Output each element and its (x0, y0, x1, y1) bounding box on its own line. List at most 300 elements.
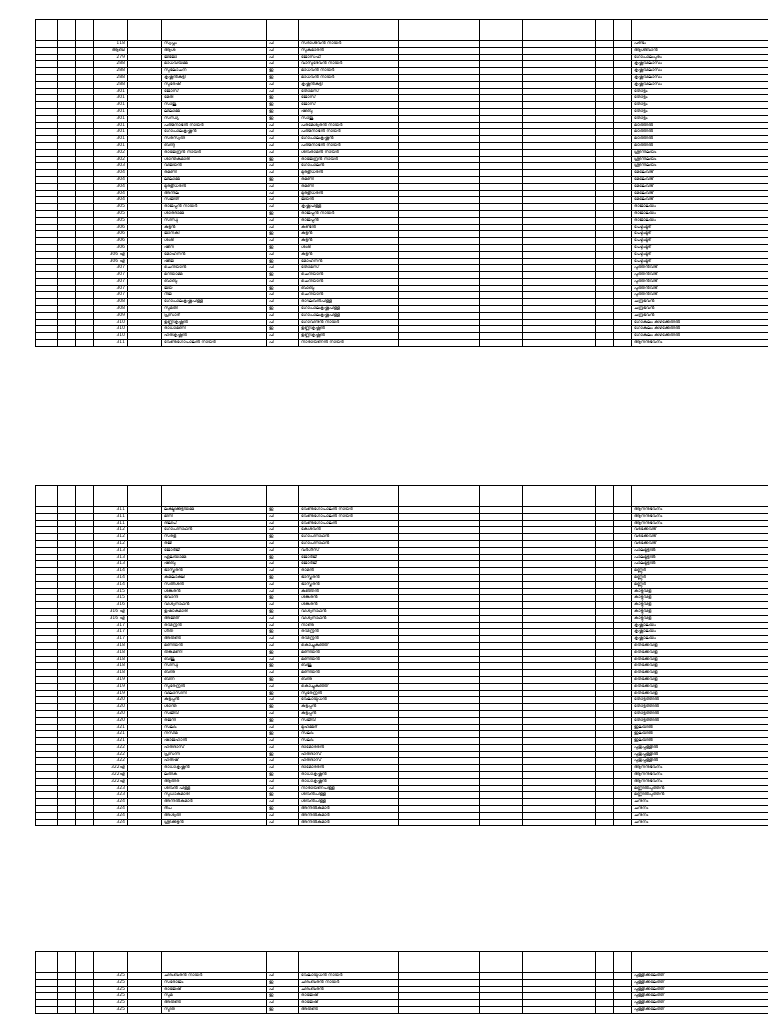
relation-cell: പി (267, 812, 299, 819)
empty-cell (399, 1006, 480, 1013)
empty-cell (523, 210, 596, 217)
table-row (36, 278, 768, 285)
empty-cell (596, 1006, 614, 1013)
empty-cell (128, 595, 162, 602)
guardian-cell: ഗോപിനാഥന്‍ (299, 540, 399, 547)
empty-cell (480, 217, 523, 224)
relation-cell: പി (267, 778, 299, 785)
house-name-cell: മണ്ണില്‍പുത്തന്‍ (632, 792, 768, 799)
empty-cell (596, 986, 614, 993)
guardian-cell: കുട്ടപ്പന്‍ (299, 704, 399, 711)
empty-cell (614, 306, 632, 313)
empty-cell (614, 108, 632, 115)
house-number-cell: 313 (94, 561, 128, 568)
name-cell: ജാനകി (162, 231, 267, 238)
empty-cell (523, 306, 596, 313)
guardian-cell: രാധാകൃഷ്ണന്‍ (299, 772, 399, 779)
house-name-cell: ഇലയില്‍ (632, 724, 768, 731)
house-name-cell: ആനന്ദഭവനം (632, 772, 768, 779)
relation-cell: പി (267, 581, 299, 588)
empty-cell (58, 973, 76, 980)
empty-cell (76, 520, 94, 527)
empty-cell (76, 312, 94, 319)
house-number-cell: 323 (94, 792, 128, 799)
empty-cell (128, 108, 162, 115)
empty-cell (128, 41, 162, 48)
house-number-cell: 307 (94, 265, 128, 272)
empty-cell (36, 744, 58, 751)
empty-cell (523, 765, 596, 772)
empty-cell (596, 792, 614, 799)
house-name-cell: ഗോകുലം കിഴക്കേതില്‍ (632, 333, 768, 340)
empty-cell (128, 142, 162, 149)
empty-cell (596, 238, 614, 245)
header-cell (399, 20, 480, 41)
empty-cell (76, 986, 94, 993)
header-cell (58, 486, 76, 507)
house-number-cell: 301 (94, 102, 128, 109)
guardian-cell: മണിയന്‍ (299, 649, 399, 656)
empty-cell (596, 81, 614, 88)
empty-cell (614, 690, 632, 697)
empty-cell (76, 41, 94, 48)
empty-cell (58, 561, 76, 568)
empty-cell (36, 136, 58, 143)
table-row (36, 513, 768, 520)
relation-cell: ഇ (267, 95, 299, 102)
empty-cell (36, 540, 58, 547)
name-cell: ബിജു (162, 656, 267, 663)
guardian-cell: മണിയന്‍ (299, 656, 399, 663)
empty-cell (523, 299, 596, 306)
empty-cell (58, 102, 76, 109)
empty-cell (480, 136, 523, 143)
relation-cell: പി (267, 973, 299, 980)
empty-cell (76, 629, 94, 636)
empty-cell (58, 183, 76, 190)
empty-cell (596, 224, 614, 231)
header-cell (632, 486, 768, 507)
empty-cell (128, 251, 162, 258)
empty-cell (76, 547, 94, 554)
name-cell: ചിദംബരന്‍ നായര്‍ (162, 973, 267, 980)
empty-cell (58, 265, 76, 272)
empty-cell (128, 507, 162, 514)
empty-cell (76, 1006, 94, 1013)
table-row (36, 129, 768, 136)
empty-cell (76, 595, 94, 602)
empty-cell (58, 792, 76, 799)
empty-cell (596, 979, 614, 986)
relation-cell: പി (267, 547, 299, 554)
guardian-cell: ചെറിയാന്‍ (299, 278, 399, 285)
house-number-cell: 318 (94, 663, 128, 670)
guardian-cell: പരമേശ്വരന്‍ നായര്‍ (299, 122, 399, 129)
empty-cell (36, 265, 58, 272)
house-number-cell: 302 (94, 156, 128, 163)
empty-cell (614, 527, 632, 534)
empty-cell (58, 163, 76, 170)
empty-cell (128, 238, 162, 245)
table-row (36, 717, 768, 724)
name-cell: സരള (162, 534, 267, 541)
empty-cell (76, 704, 94, 711)
empty-cell (399, 554, 480, 561)
guardian-cell: രവീന്ദ്രന്‍ (299, 636, 399, 643)
empty-cell (480, 717, 523, 724)
empty-cell (36, 615, 58, 622)
empty-cell (36, 765, 58, 772)
empty-cell (128, 1000, 162, 1007)
empty-cell (399, 102, 480, 109)
empty-cell (76, 574, 94, 581)
empty-cell (399, 265, 480, 272)
table-row (36, 540, 768, 547)
relation-cell: പി (267, 758, 299, 765)
empty-cell (614, 792, 632, 799)
empty-cell (480, 636, 523, 643)
header-row (36, 486, 768, 507)
empty-cell (614, 710, 632, 717)
name-cell: നസീമ (162, 731, 267, 738)
table-row (36, 792, 768, 799)
empty-cell (399, 778, 480, 785)
empty-cell (480, 183, 523, 190)
name-cell: വിശ്വനാഥന്‍ (162, 602, 267, 609)
house-name-cell: പേഴുംമൂട് (632, 231, 768, 238)
house-name-cell: പേഴുംമൂട് (632, 251, 768, 258)
guardian-cell: പത്മനാഭന്‍ നായര്‍ (299, 142, 399, 149)
name-cell: ഭവാനി (162, 595, 267, 602)
table-row (36, 149, 768, 156)
empty-cell (614, 670, 632, 677)
empty-cell (58, 602, 76, 609)
house-name-cell: പേഴുംമൂട് (632, 258, 768, 265)
empty-cell (128, 102, 162, 109)
empty-cell (480, 568, 523, 575)
empty-cell (523, 663, 596, 670)
empty-cell (128, 527, 162, 534)
empty-cell (523, 622, 596, 629)
header-cell (267, 20, 299, 41)
empty-cell (128, 758, 162, 765)
empty-cell (128, 285, 162, 292)
empty-cell (523, 738, 596, 745)
table-row (36, 622, 768, 629)
table-row (36, 217, 768, 224)
guardian-cell: തോമസ് (299, 265, 399, 272)
header-cell (632, 20, 768, 41)
house-number-cell: 312 (94, 540, 128, 547)
empty-cell (128, 88, 162, 95)
empty-cell (128, 176, 162, 183)
empty-cell (128, 149, 162, 156)
empty-cell (480, 278, 523, 285)
house-name-cell: ആനന്ദഭവനം (632, 340, 768, 347)
empty-cell (480, 724, 523, 731)
empty-cell (480, 258, 523, 265)
empty-cell (523, 642, 596, 649)
empty-cell (76, 95, 94, 102)
empty-cell (36, 54, 58, 61)
empty-cell (480, 88, 523, 95)
empty-cell (596, 149, 614, 156)
empty-cell (58, 129, 76, 136)
empty-cell (480, 190, 523, 197)
table-row (36, 176, 768, 183)
table-row (36, 663, 768, 670)
house-number-cell: 322എ (94, 772, 128, 779)
empty-cell (399, 649, 480, 656)
empty-cell (76, 581, 94, 588)
empty-cell (58, 744, 76, 751)
guardian-cell: ചെറിയാന്‍ (299, 292, 399, 299)
empty-cell (614, 231, 632, 238)
empty-cell (480, 540, 523, 547)
empty-cell (480, 306, 523, 313)
relation-cell: പി (267, 41, 299, 48)
empty-cell (614, 595, 632, 602)
relation-cell: പി (267, 622, 299, 629)
empty-cell (523, 272, 596, 279)
guardian-cell: നാരായണന്‍ നായര്‍ (299, 340, 399, 347)
table-row (36, 312, 768, 319)
house-name-cell: ഇലയില്‍ (632, 731, 768, 738)
name-cell: സ്വപ്നം (162, 41, 267, 48)
empty-cell (58, 778, 76, 785)
empty-cell (36, 129, 58, 136)
empty-cell (399, 1000, 480, 1007)
empty-cell (399, 238, 480, 245)
relation-cell: ഇ (267, 574, 299, 581)
empty-cell (614, 738, 632, 745)
empty-cell (76, 778, 94, 785)
empty-cell (596, 561, 614, 568)
house-number-cell: 311 (94, 513, 128, 520)
empty-cell (399, 670, 480, 677)
empty-cell (58, 568, 76, 575)
empty-cell (36, 704, 58, 711)
table-row (36, 547, 768, 554)
name-cell: രാധാമണി (162, 326, 267, 333)
header-cell (399, 486, 480, 507)
empty-cell (58, 299, 76, 306)
table-row (36, 204, 768, 211)
empty-cell (614, 615, 632, 622)
guardian-cell: ദാമോദരന്‍ (299, 765, 399, 772)
empty-cell (399, 299, 480, 306)
empty-cell (614, 61, 632, 68)
table-row (36, 819, 768, 826)
empty-cell (58, 738, 76, 745)
empty-cell (36, 292, 58, 299)
relation-cell: പി (267, 683, 299, 690)
empty-cell (128, 772, 162, 779)
empty-cell (596, 88, 614, 95)
empty-cell (76, 204, 94, 211)
house-name-cell: തോട്ടം (632, 108, 768, 115)
guardian-cell: ജോസ് (299, 95, 399, 102)
empty-cell (399, 785, 480, 792)
name-cell: രമണി (162, 170, 267, 177)
name-cell: ലീലാമ്മ (162, 176, 267, 183)
table-row (36, 554, 768, 561)
relation-cell: പി (267, 540, 299, 547)
house-name-cell: രാജാലയം (632, 204, 768, 211)
empty-cell (480, 574, 523, 581)
empty-cell (523, 122, 596, 129)
empty-cell (58, 758, 76, 765)
guardian-cell: ചെറിയാന്‍ (299, 272, 399, 279)
table-row (36, 574, 768, 581)
house-number-cell: 304 (94, 197, 128, 204)
guardian-cell: വേണുഗോപാലന്‍ നായര്‍ (299, 507, 399, 514)
house-number-cell: 321 (94, 724, 128, 731)
empty-cell (58, 785, 76, 792)
relation-cell: ഇ (267, 108, 299, 115)
name-cell: ദീപ (162, 806, 267, 813)
empty-cell (614, 244, 632, 251)
name-cell: മണിയന്‍ (162, 642, 267, 649)
table-row (36, 299, 768, 306)
empty-cell (614, 629, 632, 636)
name-cell: മോഹനന്‍ (162, 251, 267, 258)
empty-cell (596, 663, 614, 670)
empty-cell (399, 88, 480, 95)
empty-cell (480, 534, 523, 541)
empty-cell (523, 690, 596, 697)
empty-cell (76, 608, 94, 615)
house-number-cell: 311 (94, 340, 128, 347)
empty-cell (523, 540, 596, 547)
guardian-cell: ശങ്കരന്‍ (299, 595, 399, 602)
relation-cell: പി (267, 54, 299, 61)
empty-cell (76, 615, 94, 622)
name-cell: ഹരികൃഷ്ണന്‍ (162, 333, 267, 340)
relation-cell: പി (267, 163, 299, 170)
empty-cell (523, 568, 596, 575)
empty-cell (480, 765, 523, 772)
house-name-cell: പുത്തന്‍വീട് (632, 292, 768, 299)
empty-cell (36, 190, 58, 197)
relation-cell: പി (267, 799, 299, 806)
empty-cell (76, 642, 94, 649)
relation-cell: ഇ (267, 244, 299, 251)
guardian-cell: ഗോപാലകൃഷ്ണപിള്ള (299, 306, 399, 313)
empty-cell (480, 54, 523, 61)
house-name-cell: ചന്ദനം (632, 806, 768, 813)
header-cell (76, 486, 94, 507)
empty-cell (128, 540, 162, 547)
table-row (36, 527, 768, 534)
house-name-cell: മഠത്തില്‍ (632, 122, 768, 129)
guardian-cell: ഭാസ്കരന്‍ (299, 574, 399, 581)
empty-cell (36, 102, 58, 109)
empty-cell (36, 197, 58, 204)
empty-cell (58, 993, 76, 1000)
empty-cell (399, 717, 480, 724)
empty-cell (480, 224, 523, 231)
empty-cell (399, 278, 480, 285)
empty-cell (523, 704, 596, 711)
name-cell: ശാന്ത (162, 704, 267, 711)
empty-cell (58, 272, 76, 279)
empty-cell (128, 136, 162, 143)
empty-cell (399, 149, 480, 156)
relation-cell: പി (267, 299, 299, 306)
relation-cell: ഇ (267, 629, 299, 636)
empty-cell (76, 129, 94, 136)
name-cell: ആതിര (162, 778, 267, 785)
empty-cell (523, 602, 596, 609)
empty-cell (614, 799, 632, 806)
house-number-cell: 311 (94, 520, 128, 527)
relation-cell: ഇ (267, 74, 299, 81)
empty-cell (596, 319, 614, 326)
empty-cell (399, 588, 480, 595)
house-name-cell: മണ്ണൂര്‍ (632, 574, 768, 581)
name-cell: ഹരീഷ് (162, 758, 267, 765)
empty-cell (76, 731, 94, 738)
house-name-cell: പുതുപ്പള്ളില്‍ (632, 751, 768, 758)
empty-cell (399, 986, 480, 993)
house-number-cell: 312 (94, 527, 128, 534)
header-cell (480, 20, 523, 41)
empty-cell (128, 306, 162, 313)
house-number-cell: 307 (94, 285, 128, 292)
empty-cell (480, 561, 523, 568)
empty-cell (614, 622, 632, 629)
house-number-cell: 324 (94, 812, 128, 819)
empty-cell (128, 710, 162, 717)
empty-cell (36, 507, 58, 514)
relation-cell: ഇ (267, 272, 299, 279)
empty-cell (480, 513, 523, 520)
header-cell (614, 20, 632, 41)
name-cell: ഹരിദാസ് (162, 744, 267, 751)
relation-cell: ഇ (267, 792, 299, 799)
empty-cell (399, 690, 480, 697)
empty-cell (596, 772, 614, 779)
relation-cell: പി (267, 615, 299, 622)
guardian-cell: ശങ്കരന്‍ (299, 602, 399, 609)
guardian-cell: കൃഷ്ണപിള്ള (299, 204, 399, 211)
empty-cell (76, 656, 94, 663)
table-row (36, 785, 768, 792)
table-row (36, 244, 768, 251)
table-row (36, 642, 768, 649)
name-cell: ശാന്തകുമാരി (162, 156, 267, 163)
name-cell: മാധവിയമ്മ (162, 61, 267, 68)
empty-cell (58, 319, 76, 326)
name-cell: സജീവ് (162, 710, 267, 717)
guardian-cell: സജീവ് (299, 717, 399, 724)
table-row (36, 190, 768, 197)
name-cell: ബാബു (162, 278, 267, 285)
relation-cell: ഇ (267, 210, 299, 217)
house-name-cell: ആശ്ബാന്‍ (632, 47, 768, 54)
table-row (36, 95, 768, 102)
empty-cell (614, 41, 632, 48)
house-name-cell: കൃഷ്ണാലയം (632, 636, 768, 643)
empty-cell (480, 81, 523, 88)
empty-cell (523, 319, 596, 326)
name-cell: രാജേഷ് (162, 986, 267, 993)
guardian-cell: കുഞ്ഞന്‍ (299, 588, 399, 595)
empty-cell (76, 136, 94, 143)
empty-cell (76, 772, 94, 779)
empty-cell (614, 568, 632, 575)
